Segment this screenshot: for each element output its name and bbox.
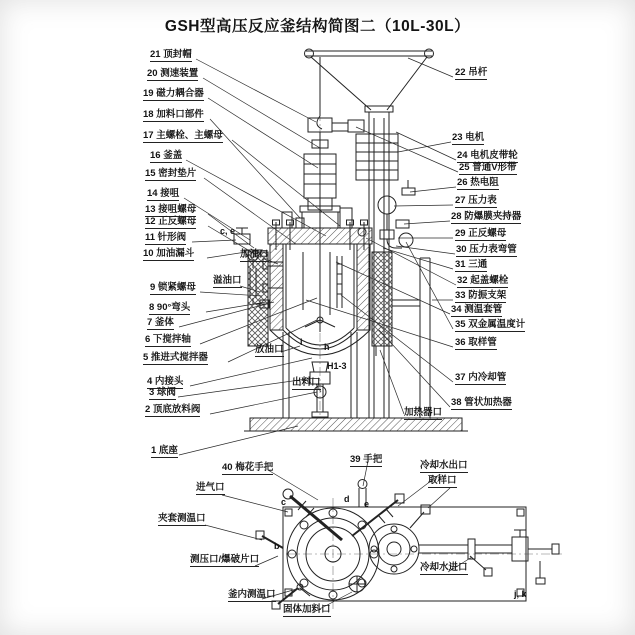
part-label-31-tee: 31 三通 [455,259,488,270]
part-label-13-nipple-nut: 13 接咀螺母 [145,204,197,215]
part-label-18-feed-port-parts: 18 加料口部件 [143,109,204,120]
part-label-15-seal-gasket: 15 密封垫片 [145,168,197,179]
label-gas-inlet-port: 进气口 [196,482,225,493]
annotation-letter-ce: c, e [220,226,236,236]
part-label-1-base: 1 底座 [151,445,178,456]
annotation-letter-h: h [324,342,330,352]
part-label-20-speed-sensor: 20 测速装置 [147,68,199,79]
label-vessel-temp-port: 釜内测温口 [228,589,276,600]
part-label-9-lock-nut: 9 锁紧螺母 [150,282,196,293]
part-label-36-sampling-tube: 36 取样管 [455,337,497,348]
annotation-letter-d: d [344,494,350,504]
part-label-12-lock-nut: 12 正反螺母 [145,216,197,227]
part-label-37-inner-cooling-tube: 37 内冷却管 [455,372,507,383]
part-label-5-propeller-stirrer: 5 推进式搅拌器 [143,352,208,363]
annotation-letter-c: c [281,497,287,507]
diagram-title: GSH型高压反应釜结构简图二（10L-30L） [164,18,471,35]
part-label-33-antivibration-bracket: 33 防振支架 [455,290,507,301]
part-label-2-bottom-drain-valve: 2 顶底放料阀 [145,404,201,415]
part-label-29-lock-nut: 29 正反螺母 [455,228,507,239]
part-label-25-v-belt: 25 普通V形带 [459,162,517,173]
part-label-38-tubular-heater: 38 管状加热器 [451,397,512,408]
part-label-26-thermal-resistor: 26 热电阻 [457,177,499,188]
label-40-plum-handwheel: 40 梅花手把 [222,462,274,473]
port-label-oil-drain: 放油口 [255,344,284,355]
annotation-letter-b: b [274,541,280,551]
annotation-letter-i: i [300,337,303,347]
annotation-letter-e: e [364,499,370,509]
label-jacket-temp-port: 夹套测温口 [158,513,206,524]
part-label-35-bimetal-thermometer: 35 双金属温度计 [455,319,526,330]
label-cooling-water-outlet: 冷却水出口 [420,460,468,471]
part-label-34-thermowell: 34 测温套管 [451,304,503,315]
part-label-27-pressure-gauge: 27 压力表 [455,195,497,206]
label-pressure-rupture-port: 测压口/爆破片口 [190,554,260,565]
part-label-21-top-seal-cap: 21 顶封帽 [150,49,192,60]
part-label-4-inner-joint: 4 内接头 [147,376,184,387]
part-label-8-elbow-90: 8 90°弯头 [149,302,191,313]
part-label-24-motor-pulley: 24 电机皮带轮 [457,150,518,161]
annotation-letter-h13: H1-3 [327,361,347,371]
label-solid-feed-port: 固体加料口 [283,604,331,615]
part-label-16-vessel-lid: 16 釜盖 [150,150,183,161]
part-label-11-needle-valve: 11 针形阀 [145,232,187,243]
part-label-14-nipple: 14 接咀 [147,188,180,199]
part-label-23-motor: 23 电机 [452,132,485,143]
part-label-32-lid-lift-bolt: 32 起盖螺栓 [457,275,509,286]
port-label-oil-fill: 加油口 [240,249,269,260]
part-label-22-hanger-rod: 22 吊杆 [455,67,488,78]
part-label-19-magnetic-coupler: 19 磁力耦合器 [143,88,204,99]
port-label-heater: 加热器口 [404,407,443,418]
part-label-17-main-bolt-nut: 17 主螺栓、主螺母 [143,130,223,141]
part-label-7-vessel-body: 7 釜体 [147,317,174,328]
part-label-10-oil-funnel: 10 加油漏斗 [143,248,195,259]
port-label-discharge: 出料口 [292,377,321,388]
part-label-3-ball-valve: 3 球阀 [149,387,176,398]
part-label-6-stirrer-shaft: 6 下搅拌轴 [145,334,191,345]
label-cooling-water-inlet: 冷却水进口 [420,562,468,573]
part-label-28-rupture-disc-holder: 28 防爆膜夹持器 [451,211,522,222]
annotation-letter-jk: j, k [514,589,527,599]
port-label-oil-overflow: 溢油口 [213,275,242,286]
part-label-30-gauge-bend-tube: 30 压力表弯管 [456,244,517,255]
label-sampling-port: 取样口 [428,475,457,486]
label-39-handle: 39 手把 [350,454,383,465]
